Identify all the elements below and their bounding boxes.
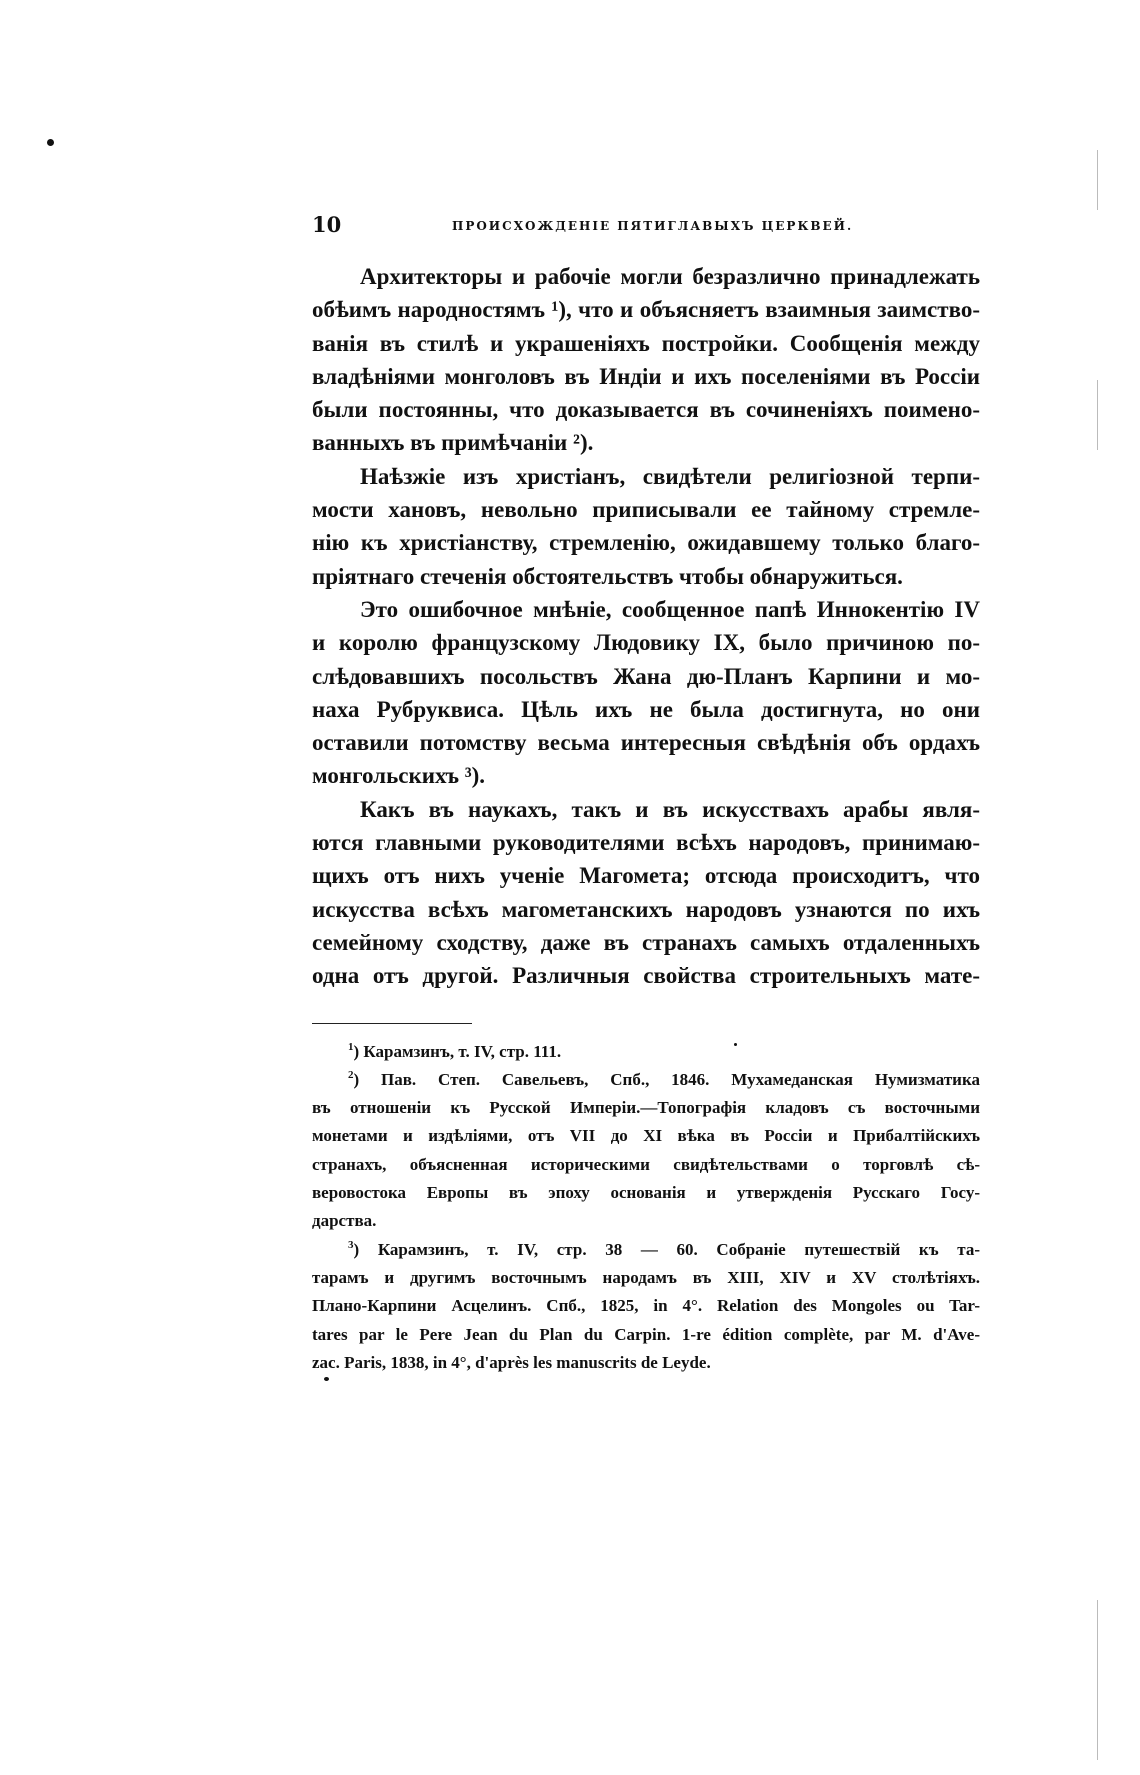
page-edge-line — [1097, 1600, 1098, 1760]
footnote-marker: 1 — [348, 1040, 354, 1053]
footnote-line: $^3$) Карамзинъ, т. IV, стр. 38 — 60. Собраніе путешествій къ та- — [348, 1238, 980, 1259]
paragraph — [312, 593, 980, 793]
text-line: Какъ въ наукахъ, такъ и въ искусствахъ арабы явля- — [360, 796, 980, 822]
footnote-line: веровостока Европы въ эпоху основанія и утвержденія Русскаго Госу- — [312, 1183, 980, 1203]
text-line: монгольскихъ ³). — [312, 763, 486, 789]
text-line: и королю французскому Людовику IX, было причиною по- — [312, 630, 980, 656]
paragraph — [312, 260, 980, 460]
footnote-line: $^2$) Пав. Степ. Савельевъ, Спб., 1846. Мухамеданская Нумизматика — [348, 1068, 980, 1089]
text-line: владѣніями монголовъ въ Индіи и ихъ поселеніями въ Россіи — [312, 363, 980, 389]
text-line: мости хановъ, невольно приписывали ее тайному стремле- — [312, 497, 980, 523]
footnote-marker: 2 — [348, 1068, 354, 1081]
paragraph — [312, 793, 980, 993]
text-line: Архитекторы и рабочіе могли безразлично принадлежать — [360, 264, 980, 289]
footnote-line: странахъ, объясненная историческими свидѣтельствами о торговлѣ сѣ- — [312, 1154, 980, 1174]
footnote-marker: 3 — [348, 1238, 354, 1251]
page-edge-line — [1097, 380, 1098, 450]
text-line: ванія въ стилѣ и украшеніяхъ постройки. Сообщенія между — [312, 330, 980, 356]
running-title: ПРОИСХОЖДЕНІЕ ПЯТИГЛАВЫХЪ ЦЕРКВЕЙ. — [452, 219, 854, 233]
footnote-2 — [312, 1066, 980, 1236]
footnote-line: тарамъ и другимъ восточнымъ народамъ въ XIII, XIV и XV столѣтіяхъ. — [312, 1267, 980, 1287]
book-page — [312, 212, 980, 1377]
text-line: Наѣзжіе изъ христіанъ, свидѣтели религіозной терпи- — [360, 463, 980, 489]
footnote-line: tares par le Pere Jean du Plan du Carpin. 1-re édition complète, par M. d'Ave- — [312, 1324, 980, 1344]
footnote-line: $^1$) Карамзинъ, т. IV, стр. 111. — [348, 1040, 562, 1061]
body-text — [312, 260, 980, 993]
footnote-1 — [312, 1038, 980, 1066]
text-line: обѣимъ народностямъ ¹), что и объясняетъ взаимныя заимство- — [312, 297, 980, 323]
footnote-line: дарства. — [312, 1211, 377, 1231]
footnote-separator — [312, 1023, 472, 1024]
paragraph — [312, 460, 980, 593]
footnote-line: zac. Paris, 1838, in 4°, d'après les manuscrits de Leyde. — [312, 1352, 711, 1372]
text-line: наха Рубруквиса. Цѣль ихъ не была достигнута, но они — [312, 696, 980, 722]
footnote-3 — [312, 1236, 980, 1377]
footnote-line: монетами и издѣліями, отъ VII до XI вѣка въ Россіи и Прибалтійскихъ — [312, 1126, 980, 1146]
page-number: 10 — [312, 212, 342, 237]
text-line: Это ошибочное мнѣніе, сообщенное папѣ Иннокентію IV — [360, 596, 980, 622]
text-line: были постоянны, что доказывается въ сочиненіяхъ поимено- — [312, 397, 980, 423]
text-line: пріятнаго стеченія обстоятельствъ чтобы обнаружиться. — [312, 563, 903, 589]
text-line: нію къ христіанству, стремленію, ожидавшему только благо- — [312, 530, 980, 556]
page-header — [312, 212, 980, 242]
scan-speck — [47, 139, 54, 146]
text-line: слѣдовавшихъ посольствъ Жана дю-Планъ Карпини и мо- — [312, 663, 980, 689]
text-line: оставили потомству весьма интересныя свѣдѣнія объ ордахъ — [312, 730, 980, 756]
text-line: семейному сходству, даже въ странахъ самыхъ отдаленныхъ — [312, 929, 980, 955]
text-line: щихъ отъ нихъ ученіе Магомета; отсюда происходитъ, что — [312, 863, 980, 889]
footnote-line: Плано-Карпини Асцелинъ. Спб., 1825, in 4°. Relation des Mongoles ou Tar- — [312, 1296, 980, 1316]
text-line: ются главными руководителями всѣхъ народовъ, принимаю- — [312, 830, 980, 856]
text-line: искусства всѣхъ магометанскихъ народовъ узнаются по ихъ — [312, 896, 980, 922]
text-line: одна отъ другой. Различныя свойства строительныхъ мате- — [312, 963, 980, 989]
footnote-line: въ отношеніи къ Русской Имперіи.—Топографія кладовъ съ восточными — [312, 1098, 980, 1118]
scan-speck — [324, 1377, 329, 1381]
page-edge-line — [1097, 150, 1098, 210]
footnotes — [312, 1038, 980, 1378]
text-line: ванныхъ въ примѣчаніи ²). — [312, 430, 594, 456]
